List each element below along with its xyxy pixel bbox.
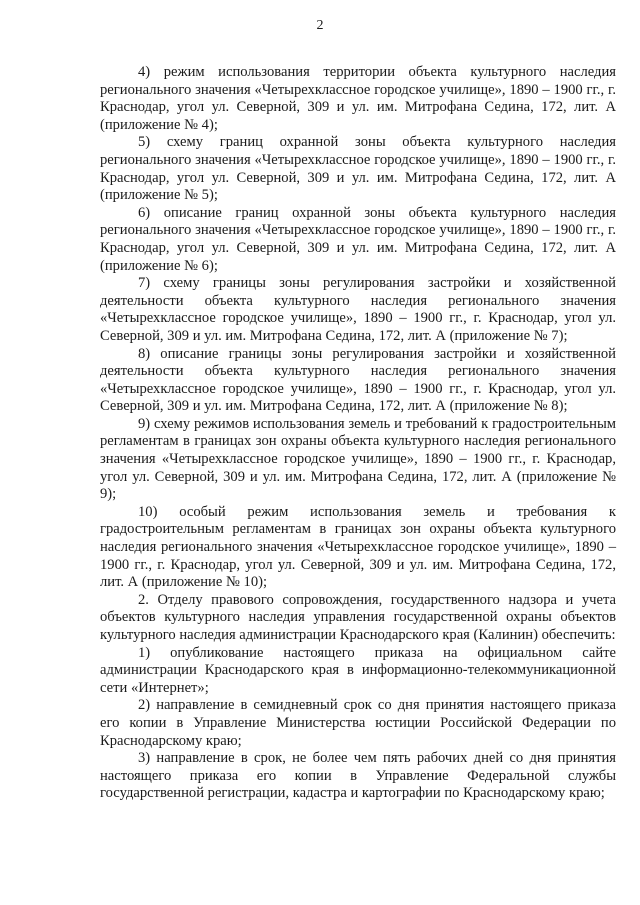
page-number: 2 — [316, 18, 324, 33]
paragraph-section-2: 2. Отделу правового сопровождения, государственного надзора и учета объектов культурного наследия управления государственной охраны объектов культурного наследия администрации Краснодарского края (Калинин) обеспечить: — [100, 591, 616, 643]
paragraph-item-8: 8) описание границы зоны регулирования застройки и хозяйственной деятельности объекта культурного наследия регионального значения «Четырехклассное городское училище», 1890 – 1900 гг., г. Краснодар, угол ул. Северной, 309 и ул. им. Митрофана Седина, 172, лит. А (приложение № 8); — [100, 345, 616, 415]
paragraph-item-7: 7) схему границы зоны регулирования застройки и хозяйственной деятельности объекта культурного наследия регионального значения «Четырехклассное городское училище», 1890 – 1900 гг., г. Краснодар, угол ул. Северной, 309 и ул. им. Митрофана Седина, 172, лит. А (приложение № 7); — [100, 275, 616, 344]
paragraph-subitem-3: 3) направление в срок, не более чем пять рабочих дней со дня принятия настоящего приказа его копии в Управление Федеральной службы государственной регистрации, кадастра и картографии по Краснодарскому краю; — [100, 750, 616, 802]
paragraph-subitem-2: 2) направление в семидневный срок со дня принятия настоящего приказа его копии в Управление Министерства юстиции Российской Федерации по Краснодарскому краю; — [100, 697, 616, 749]
paragraph-subitem-1: 1) опубликование настоящего приказа на официальном сайте администрации Краснодарского края в информационно-телекоммуникационной сети «Интернет»; — [100, 644, 616, 696]
paragraph-item-5: 5) схему границ охранной зоны объекта культурного наследия регионального значения «Четырехклассное городское училище», 1890 – 1900 гг., г. Краснодар, угол ул. Северной, 309 и ул. им. Митрофана Седина, 172, лит. А (приложение № 5); — [100, 134, 616, 204]
paragraph-item-9: 9) схему режимов использования земель и требований к градостроительным регламентам в границах зон охраны объекта культурного наследия регионального значения «Четырехклассное городское училище», 1890 – 1900 гг., г. Краснодар, угол ул. Северной, 309 и ул. им. Митрофана Седина, 172, лит. А (приложение № 9); — [100, 415, 616, 503]
paragraph-item-4: 4) режим использования территории объекта культурного наследия регионального значения «Четырехклассное городское училище», 1890 – 1900 гг., г. Краснодар, угол ул. Северной, 309 и ул. им. Митрофана Седина, 172, лит. А (приложение № 4); — [100, 64, 616, 133]
paragraph-item-10: 10) особый режим использования земель и требования к градостроительным регламентам в границах зон охраны объекта культурного наследия регионального значения «Четырехклассное городское училище», 1890 – 1900 гг., г. Краснодар, угол ул. Северной, 309 и ул. им. Митрофана Седина, 172, лит. А (приложение № 10); — [100, 503, 616, 591]
paragraph-item-6: 6) описание границ охранной зоны объекта культурного наследия регионального значения «Четырехклассное городское училище», 1890 – 1900 гг., г. Краснодар, угол ул. Северной, 309 и ул. им. Митрофана Седина, 172, лит. А (приложение № 6); — [100, 204, 616, 274]
document-body — [100, 64, 616, 803]
